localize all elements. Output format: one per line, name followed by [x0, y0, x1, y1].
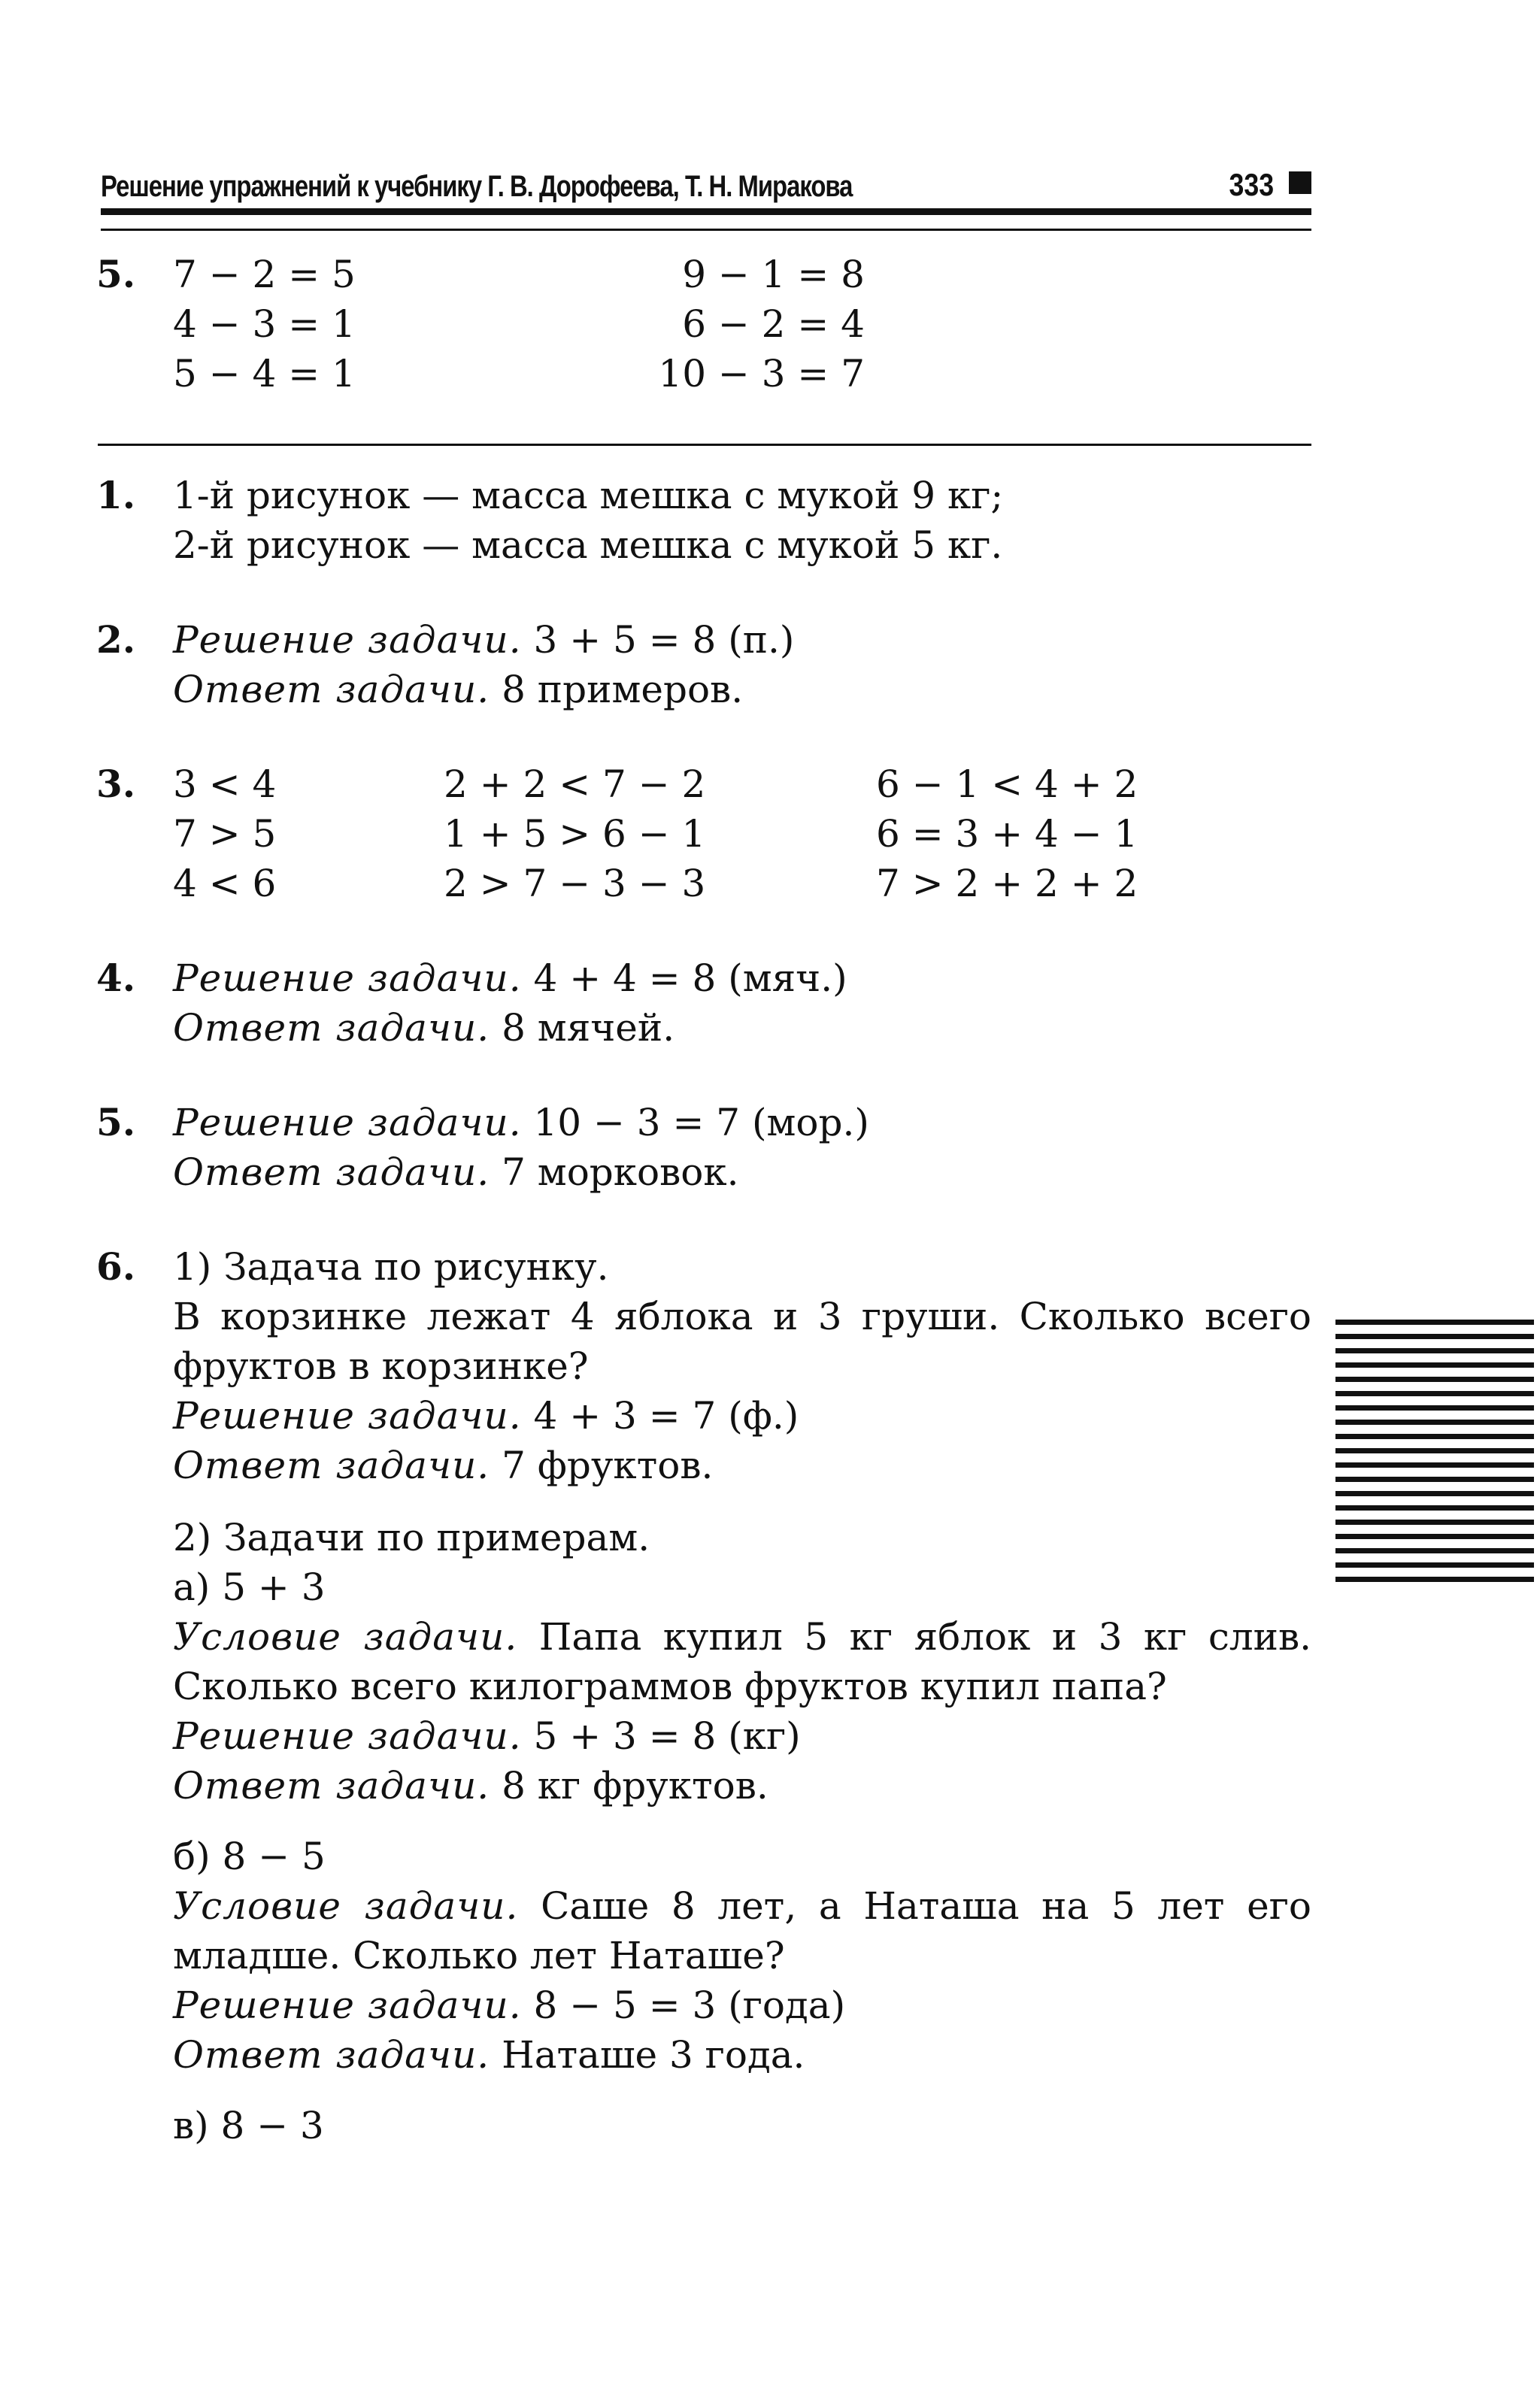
solution-text: 4 + 3 = 7 (ф.): [533, 1394, 799, 1438]
equation: 9 − 1 = 8: [682, 253, 865, 296]
condition-body: Папа купил 5 кг яблок и 3 кг слив.: [538, 1615, 1311, 1659]
answer-text: 8 примеров.: [502, 668, 744, 711]
comparison: 2 > 7 − 3 − 3: [444, 862, 706, 905]
condition-line: [173, 1881, 1311, 1931]
solution-label: Решение задачи.: [173, 1983, 522, 2027]
solution-line: [173, 1098, 869, 1147]
answer-line: 2-й рисунок — масса мешка с мукой 5 кг.: [173, 523, 1003, 567]
equation: 6 − 2 = 4: [682, 302, 865, 346]
condition-text: В корзинке лежат 4 яблока и 3 груши. Сколько всего: [173, 1295, 1311, 1338]
answer-line: [173, 1003, 675, 1053]
exercise-number: 6.: [96, 1244, 136, 1289]
answer-text: 7 фруктов.: [502, 1444, 714, 1487]
condition-text: [173, 1881, 1311, 1931]
exercise-number: 1.: [96, 473, 136, 517]
comparison: 2 + 2 < 7 − 2: [444, 762, 706, 806]
solution-line: [173, 1980, 845, 2030]
answer-text: 8 мячей.: [502, 1006, 675, 1050]
subtask-title: 2) Задачи по примерам.: [173, 1516, 650, 1559]
answer-line: [173, 1761, 768, 1811]
page-header: [101, 159, 1311, 212]
answer-line: [173, 665, 743, 714]
solution-label: Решение задачи.: [173, 1101, 522, 1144]
solution-text: 5 + 3 = 8 (кг): [533, 1714, 801, 1758]
exercise-number: 5.: [96, 1100, 136, 1144]
comparison: 6 = 3 + 4 − 1: [876, 812, 1138, 856]
condition-line: [173, 1612, 1311, 1662]
subtask-title: 1) Задача по рисунку.: [173, 1245, 609, 1289]
comparison: 6 − 1 < 4 + 2: [876, 762, 1138, 806]
answer-text: 8 кг фруктов.: [502, 1764, 768, 1808]
solution-line: [173, 953, 847, 1003]
condition-body: Саше 8 лет, а Наташа на 5 лет его: [541, 1884, 1311, 1928]
solution-label: Решение задачи.: [173, 1394, 522, 1438]
comparison: 1 + 5 > 6 − 1: [444, 812, 706, 856]
answer-label: Ответ задачи.: [173, 1006, 490, 1050]
equations-right-column: [647, 250, 865, 398]
comparison: 3 < 4: [173, 762, 277, 806]
answer-line: [173, 2030, 805, 2080]
solution-text: 10 − 3 = 7 (мор.): [533, 1101, 869, 1144]
subtask-b-title: б) 8 − 5: [173, 1835, 326, 1878]
exercise-number: 4.: [96, 956, 136, 1000]
equation: 10 − 3 = 7: [658, 352, 865, 395]
answer-line: [173, 1147, 739, 1197]
solution-line: [173, 1711, 801, 1761]
equation: 5 − 4 = 1: [173, 352, 356, 395]
condition-label: Условие задачи.: [173, 1884, 519, 1928]
comparison-column-1: [173, 759, 276, 908]
answer-text: 7 морковок.: [502, 1150, 739, 1194]
solution-label: Решение задачи.: [173, 956, 522, 1000]
solution-label: Решение задачи.: [173, 1714, 522, 1758]
header-rule-thin: [101, 229, 1311, 231]
exercise-number: 2.: [96, 617, 136, 662]
condition-line: младше. Сколько лет Наташе?: [173, 1934, 785, 1977]
comparison: 4 < 6: [173, 862, 277, 905]
answer-label: Ответ задачи.: [173, 1150, 490, 1194]
comparison: 7 > 2 + 2 + 2: [876, 862, 1138, 905]
subtask-a-title: а) 5 + 3: [173, 1565, 326, 1609]
equation: 4 − 3 = 1: [173, 302, 356, 346]
condition-label: Условие задачи.: [173, 1615, 518, 1659]
solution-line: [173, 615, 794, 665]
running-title: Решение упражнений к учебнику Г. В. Дорофеева, Т. Н. Миракова: [101, 170, 853, 203]
solution-text: 8 − 5 = 3 (года): [533, 1983, 846, 2027]
thumb-index-stripes: [1335, 1320, 1534, 1583]
answer-label: Ответ задачи.: [173, 2033, 490, 2077]
answer-label: Ответ задачи.: [173, 668, 490, 711]
solution-label: Решение задачи.: [173, 618, 522, 662]
solution-line: [173, 1391, 799, 1441]
solution-text: 3 + 5 = 8 (п.): [533, 618, 795, 662]
equation: 7 − 2 = 5: [173, 253, 356, 296]
answer-label: Ответ задачи.: [173, 1444, 490, 1487]
header-rule-thick: [101, 208, 1311, 215]
comparison-column-3: [876, 759, 1138, 908]
answer-line: [173, 1441, 713, 1490]
subtask-c-title: в) 8 − 3: [173, 2104, 324, 2147]
answer-label: Ответ задачи.: [173, 1764, 490, 1808]
exercise-number: 3.: [96, 762, 136, 806]
page-number: 333: [1229, 167, 1274, 202]
equations-left-column: [173, 250, 356, 398]
exercise-number: 5.: [96, 252, 136, 296]
answer-line: 1-й рисунок — масса мешка с мукой 9 кг;: [173, 474, 1004, 517]
condition-line: Сколько всего килограммов фруктов купил папа?: [173, 1665, 1167, 1708]
section-divider: [98, 444, 1311, 446]
answer-text: Наташе 3 года.: [502, 2033, 805, 2077]
comparison: 7 > 5: [173, 812, 277, 856]
condition-line: [173, 1292, 1311, 1341]
comparison-column-2: [444, 759, 705, 908]
condition-text: [173, 1612, 1311, 1662]
condition-line: фруктов в корзинке?: [173, 1344, 589, 1388]
page-marker-square: [1289, 171, 1311, 194]
solution-text: 4 + 4 = 8 (мяч.): [533, 956, 847, 1000]
